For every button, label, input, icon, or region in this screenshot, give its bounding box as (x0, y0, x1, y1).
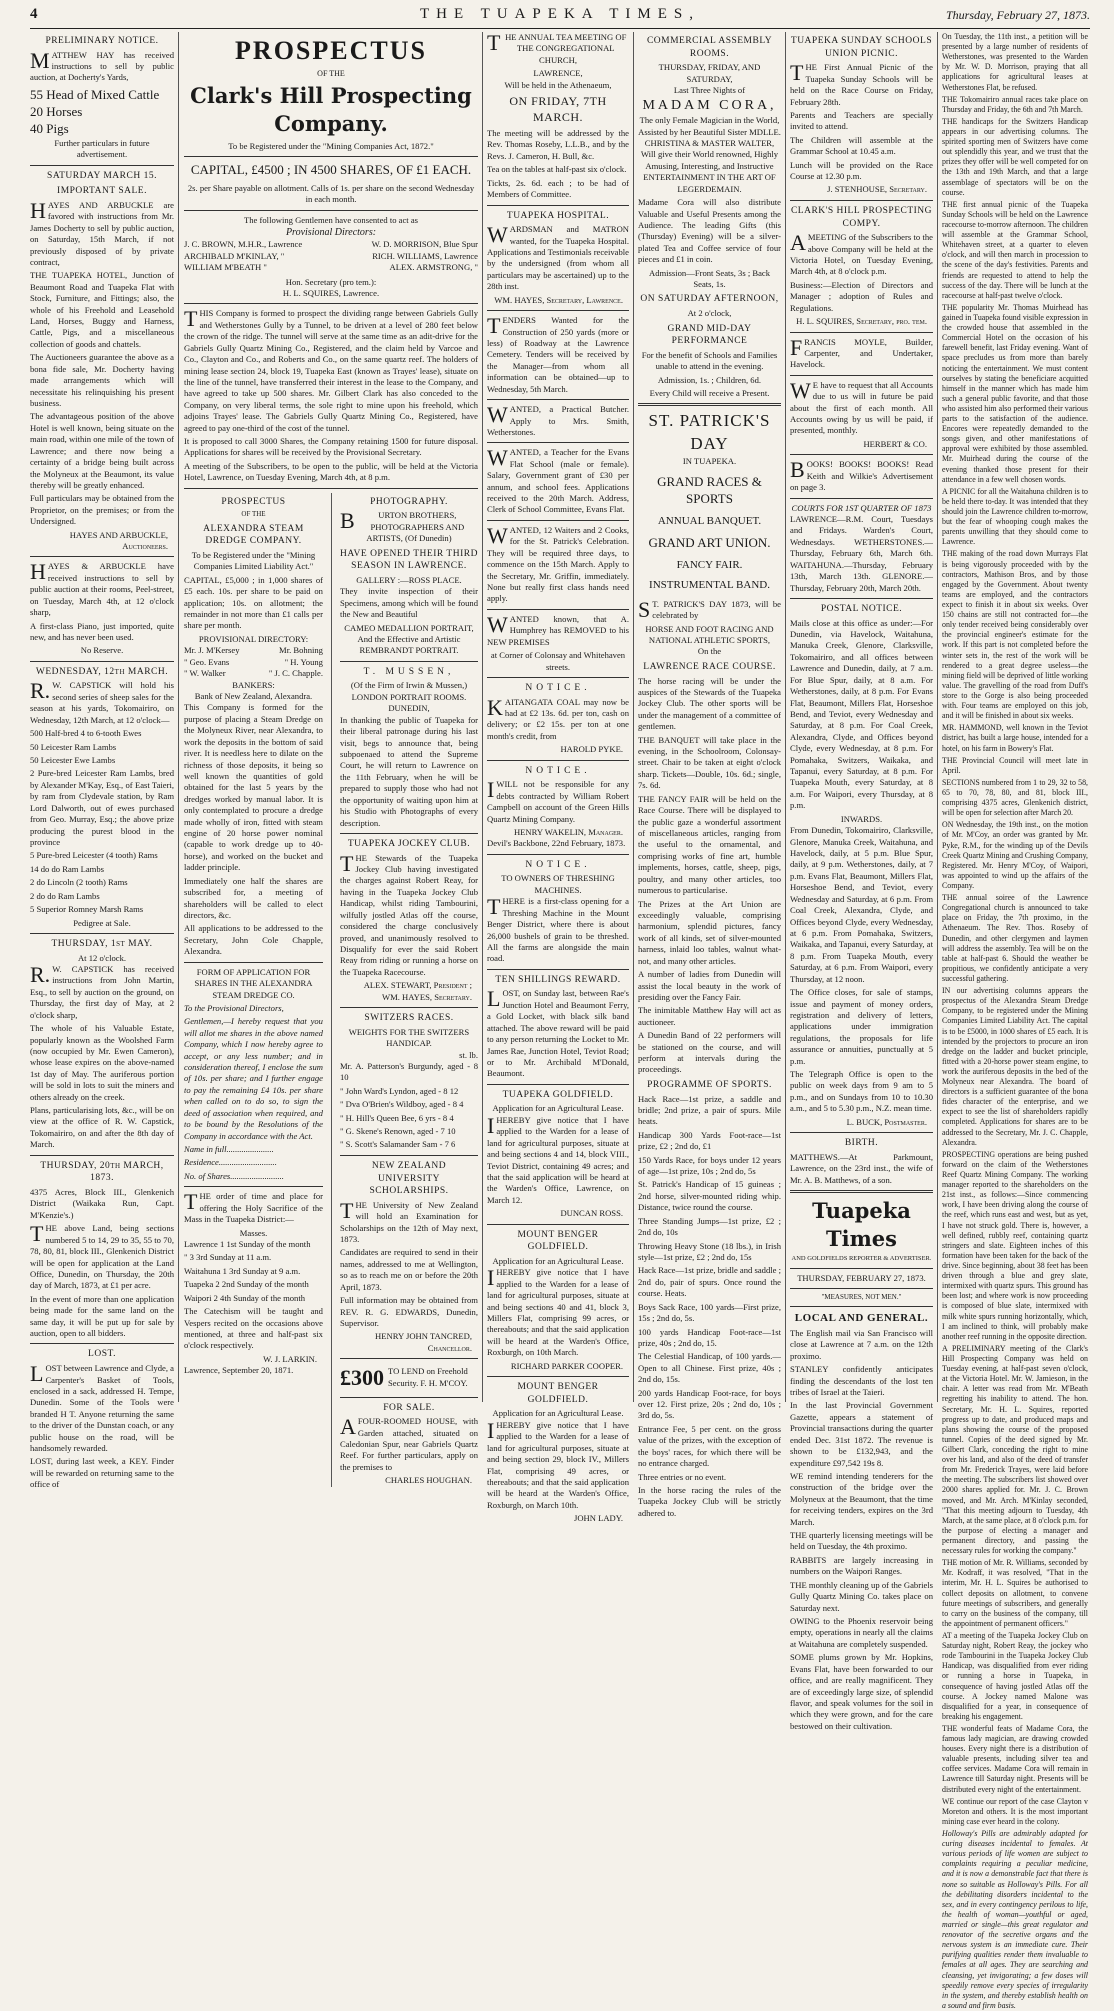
newspaper-title: THE TUAPEKA TIMES, (419, 6, 701, 22)
news-item: On Tuesday, the 11th inst., a petition will be presented by a large number of residents of Wetherstones, was presented to the Warden by Mr. W. D. Morrison, praying that all applications for agricultural leases at Wetherstones Flat, be refused. (942, 32, 1088, 92)
programme-event: 150 Yards Race, for boys under 12 years of age—1st prize, 10s ; 2nd do, 5s (638, 1154, 781, 1177)
weight-line: Mr. A. Patterson's Burgundy, aged - 8 10 (339, 1060, 478, 1083)
signature: WM. HAYES, Secretary, Lawrence. (494, 294, 623, 305)
advert-text: WANTED, a Teacher for the Evans Flat School (male or female). Salary, Government grant of £30 per annum, and school fees. Applications received to the 20th March. Address, Clerk of School Committee, Evans Flat. (487, 445, 629, 515)
heading: HAVE OPENED THEIR THIRD SEASON IN LAWRENCE. (340, 548, 478, 572)
signature: H. L. SQUIRES, Secretary, pro. tem. (796, 316, 927, 327)
signature: HENRY JOHN TANCRED, Chancellor. (375, 1331, 472, 1353)
heading: ALEXANDRA STEAM DREDGE COMPANY. (203, 523, 304, 547)
news-item: A PRELIMINARY meeting of the Clark's Hill Prospecting Company was held on Tuesday evening, at half-past seven o'clock, at the Victoria Hotel. Mr. W. Jamieson, in the chair. A letter was read from Mr. M'Beath regretting his inability to attend. The hon. Secretary, Mr. H. L. Squires, reported progress up to date, and produced maps and plans showing the course of the proposed tunnel. Copies of the deed signed by Mr. Gilbert Clark, conceding the right to mine over his land, and also of the deed of transfer from Mr. Frederick Trayes, were laid before the meeting. The subscribers list showed over 2000 shares applied for. Mr. J. C. Brown moved, and Mr. Arch. M'Kinlay seconded, "That this meeting adjourn to Tuesday, 4th March, at the same place, at 8 o'clock p.m. for the purpose of electing a manager and permanent directory, and passing the necessary rules for working the company." (942, 1343, 1088, 1556)
heading: PHOTOGRAPHY. (370, 496, 448, 507)
advert-text: It is proposed to call 3000 Shares, the Company retaining 1500 for future disposal. Applications for shares will be received by the Provisional Secretary. (184, 436, 478, 458)
heading: TUAPEKA HOSPITAL. (506, 210, 610, 221)
programme-event: Hack Race—1st prize, a saddle and bridle; 2nd prize, a pair of spurs. Mile heats. (638, 1093, 781, 1127)
news-item: THE wonderful feats of Madame Cora, the famous lady magician, are drawing crowded houses. Every night there is a distribution of valuable presents, including silver tea and coffee services. Madame Cora will remain in Lawrence till Saturday night. Presents will be distributed every night of the entertainment. (942, 1723, 1088, 1794)
subheading: Provisional Directors: (285, 227, 377, 239)
news-item: THE motion of Mr. R. Williams, seconded by Mr. Kodraff, it was resolved, "That in the interim, Mr. H. L. Squires be authorised to collect deposits on allotment, to convene future meetings of subscribers, and generally to carry on the business of the company, till the appointment of permanent officers." (942, 1558, 1088, 1628)
advert-text: 2s. per Share payable on allotment. Calls of 1s. per share on the second Wednesday in each month. (187, 182, 475, 205)
advert-text: The only Female Magician in the World, Assisted by her Beautiful Sister MDLLE. CHRISTINA & MASTER WALTER, Will give their World renowned, Highly Amusing, Interesting, and Instructive ENTERTAINMENT IN THE ART OF LEGERDEMAIN. (638, 115, 781, 194)
signature: DUNCAN ROSS. (560, 1208, 623, 1219)
heading: COMMERCIAL ASSEMBLY ROOMS. (646, 36, 773, 59)
news-item: THE first annual picnic of the Tuapeka Sunday Schools will be held on the Lawrence racecourse to-morrow afternoon. The children will assemble at the Grammar School, Whitehaven street, at a quarter to eleven o'clock, and will then march in procession to the scene of the day's festivities. Parents and friends are requested to attend to help the success of the day. There will be lunch at the racecourse at half-past twelve o'clock. (942, 199, 1088, 300)
news-item: THE popularity Mr. Thomas Muirhead has gained in Tuapeka found visible expression in the crowded house that assembled in the Commercial Hotel on the occasion of his farewell benefit, last Friday evening. Want of space precludes us from more than barely noticing the entertainment. We must content ourselves by stating the beneficiare acquitted himself in the manner which has made him such a general public favorite, and that those who assisted him also performed their various parts to the satisfaction of the audience. Encores were repeatedly demanded to the songs given, and other manifestations of approval were exhibited by those assembled. Mr. Muirhead during the course of the evening thanked those present for their attendance in a few well chosen words. (942, 302, 1088, 484)
advert-text: Candidates are required to send in their names, addressed to me at Wellington, so as to reach me on or before the 20th April, 1873. (339, 1247, 478, 1292)
advert-text: THE order of time and place for offering the Holy Sacrifice of the Mass in the Tuapeka District:— (184, 1189, 323, 1225)
lot-line: 5 Superior Romney Marsh Rams (30, 904, 144, 915)
subheading: OF THE (241, 510, 266, 519)
section-heading: LOCAL AND GENERAL. (794, 1312, 929, 1325)
subheading: Application for an Agricultural Lease. (492, 1103, 624, 1114)
advert-text: THE ANNUAL TEA MEETING OF THE CONGREGATIONAL CHURCH, (487, 30, 627, 65)
advert-text: MATTHEWS.—At Parkmount, Lawrence, on the 23rd inst., the wife of Mr. A. B. Matthews, of a son. (790, 1151, 933, 1185)
column-1 (30, 32, 174, 1490)
advert-text: The Catechism will be taught and Vespers recited on the occasions above mentioned, at three and half-past six o'clock respectively. (184, 1306, 323, 1351)
advert-text: A meeting of the Subscribers, to be open to the public, will be held at the Victoria Hotel, Lawrence, on Tuesday Evening, March 4th, at 8 p.m. (184, 460, 478, 483)
news-item: Holloway's Pills are admirably adapted for curing diseases incidental to females. At various periods of life women are subject to complaints requiring a peculiar medicine, and it is now a demonstrable fact that there is none so suitable as Holloway's Pills. For all the debilitating disorders incidental to the sex, and in every contingency perilous to life, the health of woman—youthful or aged, married or single—this great regulator and renovator of the secretive organs and the nervous system is an immediate cure. Their purifying qualities render them invaluable to females at all ages. They are searching and cleansing, yet invigorating; a few doses will speedily remove every species of irregularity in the system, and thereby establish health on a sound and firm basis. (942, 1829, 1088, 2010)
advert-text: To the Provisional Directors, (184, 1002, 284, 1013)
heading: NOTICE. (525, 765, 591, 776)
advert-text: They invite inspection of their Specimens, among which will be found the New and Beautiful (339, 586, 478, 620)
subheading: (Of the Firm of Irwin & Mussen,) (350, 680, 468, 691)
advert-text: Devil's Backbone, 22nd February, 1873. (487, 838, 626, 849)
advert-text: Full information may be obtained from REV. R. G. EDWARDS, Dunedin, Supervisor. (339, 1295, 478, 1328)
column-3 (340, 493, 478, 1487)
event-item: ANNUAL BANQUET. (657, 514, 762, 527)
director: WILLIAM M'BEATH " (184, 262, 267, 273)
column-5 (638, 32, 781, 1518)
director: ALEX. ARMSTRONG, " (389, 262, 478, 273)
news-item: PROSPECTING operations are being pushed forward on the claim of the Wetherstones Reef Quartz Mining Company. The working manager reported to the shareholders on the 21st inst., as follows:—Since commencing work, I have been driving along the course of the reef, which runs east and west, but as yet, I have not struck gold. There is, however, a well defined, rubbly reef, containing quartz stringers and slate. Eighteen inches of this formation have been taken for the back of the drive. Since beginning, about 38 feet has been driven through a blue and grey slate, intermixed with quartz spurs. This ground has been lost; and where work is now proceeding is composed of blue slate, intermixed with milk white spurs running horizontally, which, I am inclined to think, will probably make another reef running in the opposite direction. (942, 1149, 1088, 1341)
news-item: A PICNIC for all the Waitahuna children is to be held there to-day. It was intended that they should join the Lawrence children to-morrow, but the fear of whooping cough makes the parents unwilling that they should come to Lawrence. (942, 486, 1088, 547)
programme-event: Hack Race—1st prize, bridle and saddle ; 2nd do, pair of spurs. Once round the course. Heats. (638, 1265, 781, 1299)
signature: W. J. LARKIN. (263, 1353, 317, 1364)
advert-text: For the benefit of Schools and Families unable to attend in the evening. (641, 349, 778, 372)
subheading: To be Registered under the "Mining Companies Act, 1872." (228, 141, 434, 152)
heading: SATURDAY MARCH 15. (47, 170, 157, 181)
heading: WEDNESDAY, 12th MARCH. (35, 666, 169, 677)
subheading: PROVISIONAL DIRECTORY: (198, 633, 309, 644)
subheading: Hon. Secretary (pro tem.): (285, 276, 377, 287)
advert-text: THE Stewards of the Tuapeka Jockey Club having investigated the charges against Robert Reay, for having in the Tuapeka Jockey Club Handicap, whilst riding Tambourini, wilfully jostled Atlas off the course, considered the charge conclusively proved, and unanimously resolved to Disqualify for ever the said Robert Reay from riding or running a horse on the Tuapeka Racecourse. (339, 850, 478, 977)
advert-text: A Dunedin Band of 22 performers will be stationed on the course, and will perform at intervals during the proceedings. (638, 1030, 781, 1075)
advert-text: Admission, 1s. ; Children, 6d. (657, 374, 762, 385)
news-item: MR. HAMMOND, well known in the Teviot district, has built a large house, intended for a hotel, on his farm in Bowery's Flat. (942, 723, 1088, 753)
advert-text: LOST, during last week, a KEY. Finder will be rewarded on returning same to the office of (30, 1456, 174, 1490)
advert-text: R.W. CAPSTICK will hold his second series of sheep sales for the season at his yards, Tokomairiro, on Wednesday, 12th March, at 12 o'clock— (30, 678, 174, 725)
subheading: THURSDAY, FRIDAY, AND SATURDAY, (658, 62, 761, 84)
advert-text: R.W. CAPSTICK has received instructions from John Martin, Esq., to sell by auction on the ground, on Thursday, the first day of May, at 2 o'clock sharp, (30, 961, 174, 1020)
advert-text: The Telegraph Office is open to the public on week days from 9 am to 5 p.m., and on Sundays from 10 to 10.30 a.m., and 5 to 5.30 p.m., N.Z. mean time. (790, 1069, 933, 1114)
advert-text: WARDSMAN and MATRON wanted, for the Tuapeka Hospital. Applications and Testimonials receivable by the undersigned (from whom all particulars may be ascertained) up to the 28th inst. (487, 222, 629, 292)
performer-name: MADAM CORA, (642, 97, 777, 113)
subheading: HORSE AND FOOT RACING AND NATIONAL ATHLETIC SPORTS, (645, 623, 774, 646)
director: RICH. WILLIAMS, Lawrence (372, 250, 478, 261)
advert-text: The Prizes at the Art Union are exceedingly valuable, comprising harmonium, splendid pictures, fancy work of all kinds, set of silver-mounted harness, inlaid loo tables, walnut what-not, and many other articles. (638, 898, 781, 966)
advert-text: Entrance Fee, 5 per cent. on the gross value of the prizes, with the exception of the boys' races, for which there will be no entrance charged. (638, 1423, 781, 1469)
advert-text: IWILL not be responsible for any debts contracted by William Robert Campbell on account of the Green Hills Quartz Mining Company. (487, 777, 629, 824)
advert-text: Bank of New Zealand, Alexandra. (194, 690, 313, 701)
lot-line: 50 Leicester Ram Lambs (30, 741, 117, 752)
advert-text: From Dunedin, Tokomairiro, Clarksville, Glenore, Manuka Creek, Waitahuna, and Havelock, daily, at 5 p.m. Blue Spur, daily, at 9 p.m. Wetherstones, daily, at 7 p.m. Evans Flat, Beaumont, Millers Flat, Horseshoe Bend, and Teviot, every Wednesday and Saturday, at 6 p.m. From Coal Creek, Alexandra, Clyde, and Offices beyond Clyde, every Wednesday, at 6 p.m. From Pomahaka, Switzers, Waikaka, and Tapanui, every Saturday, at 8 p.m. From Tuapeka Mouth, every Saturday, at 6 p.m. From Waipori, every Thursday, at 12 noon. (790, 825, 933, 984)
column-rule (482, 32, 483, 1402)
heading: LOST. (88, 1349, 116, 1360)
column-rule (937, 32, 938, 1402)
advert-text: All applications to be addressed to the Secretary, John Cole Chapple, Alexandra. (184, 923, 323, 957)
director: " W. Walker (184, 668, 226, 679)
news-item: SOME plums grown by Mr. Hopkins, Evans Flat, have been forwarded to our office, and are really magnificent. They are of exceedingly large size, of splendid flavor, and speak volumes for the soil in which they were grown, and for the care bestowed on their cultivation. (790, 1652, 933, 1731)
subheading: INWARDS. (840, 813, 883, 824)
director: Mr. Bohning (279, 645, 323, 656)
news-item: STANLEY confidently anticipates finding the descendants of the lost ten tribes of Israel at the Taieri. (790, 1364, 933, 1397)
heading: POSTAL NOTICE. (820, 603, 903, 614)
heading: CLARK'S HILL PROSPECTING COMPY. (790, 205, 933, 229)
advert-text: In the horse racing the rules of the Tuapeka Jockey Club will be strictly adhered to. (638, 1485, 781, 1518)
loan-amount: £300 (339, 1365, 384, 1391)
alexandra-prospectus (184, 493, 323, 1487)
advert-text: Pedigree at Sale. (73, 917, 131, 928)
news-item: THE handicaps for the Switzers Handicap appears in our advertising columns. The spirited sporting men of Switzers have come out splendidly this year, and we trust that the prizes they offer will be well competed for on the 13th and 19th March, and that a large assemblage of spectators will be on the course. (942, 116, 1088, 197)
heading: PRELIMINARY NOTICE. (45, 36, 159, 46)
lot-line: 2 Pure-bred Leicester Ram Lambs, bred by Alexander M'Kay, Esq., of East Taieri, by ram from Clydevale station, by Ram Lord Dalworth, out of ewes purchased from Geo. Murray, Esq.; the above prize producing the purest blood in the province (30, 768, 174, 847)
advert-text: ST. PATRICK'S DAY 1873, will be celebrated by (638, 596, 781, 622)
subheading: At 12 o'clock. (77, 952, 127, 963)
lot-line: 2 do Lincoln (2 tooth) Rams (30, 877, 128, 888)
subheading: LAWRENCE, (533, 68, 583, 79)
advert-text: THIS Company is formed to prospect the dividing range between Gabriels Gully and Wetherstones Gully by a Tunnel, to be driven at a level of 280 feet below the crown of the ridge. The tunnel will serve at the same time as an adit-drive for the Gabriels Gully Quartz Mining Co., Registered, and the claim held by Varcoe and Co., Clayton and Co., and Roberts and Co., on the same quartz reef. The holders of mining lease section 24, block 19, Tuapeka East (known as Trayes' lease), situate on the line of the tunnel, have transferred their interest in the lease to the Company, and have agreed to take up 500 shares. Mr. Gilbert Clark has also conceded to the Company, on very liberal terms, the sole right to mine upon his freehold, which adjoins Trayes' lease. The Gabriels Gully Quartz Mining Co., Registered, have agreed to pay one-third of the cost of the tunnel. (184, 306, 478, 433)
advert-text: LOST, on Sunday last, between Rae's Junction Hotel and Beaumont Ferry, a Gold Locket, with black silk band attached. The above reward will be paid to any person returning the Locket to Mr. James Rae, Junction Hotel, Teviot Road; or to Mr. Archibald M'Donald, Beaumont. (487, 986, 629, 1079)
advert-text: Three entries or no event. (638, 1471, 727, 1482)
signature: RICHARD PARKER COOPER. (510, 1360, 623, 1371)
advert-text: The whole of his Valuable Estate, popularly known as the Woolshed Farm (now occupied by Mr. Ewen Cameron), whose lease expires on the above-named 1st day of May. The auriferous portion will be sold in lots to suit the miners and others already on the creek. (30, 1023, 174, 1102)
subheading: AND GOLDFIELDS REPORTER & ADVERTISER. (791, 1254, 932, 1262)
subheading: Will be held in the Athenaeum, (504, 79, 612, 90)
advert-text: LAWRENCE—R.M. Court, Tuesdays and Fridays. Warden's Court, Wednesdays. WETHERSTONES.—Thursday, February 6th, March 6th. WAITAHUNA.—Thursday, February 13th, March 13th. GLENORE.—Thursday, February 20th, March 20th. (790, 514, 933, 593)
advert-text: The Office closes, for sale of stamps, issue and payment of money orders, registration and delivery of letters, applications under immigration regulations, the proposals for life assurance or annuities, punctually at 5 p.m. (790, 987, 933, 1066)
subheading: Application for an Agricultural Lease. (492, 1255, 624, 1266)
advert-text: AFOUR-ROOMED HOUSE, with Garden attached, situated on Caledonian Spur, near Gabriels Quartz Reef. For further particulars, apply on the premises to (339, 1414, 478, 1472)
heading: THURSDAY, 20th MARCH, 1873. (40, 1160, 164, 1184)
company-name: Clark's Hill Prospecting Company. (190, 83, 472, 137)
news-item: OWING to the Phoenix reservoir being empty, operations in nearly all the claims at Waitahuna are completely suspended. (790, 1615, 933, 1649)
news-item: THE Provincial Council will meet late in April. (942, 755, 1088, 775)
subheading: LONDON PORTRAIT ROOMS. DUNEDIN, (351, 691, 467, 714)
advert-text: THE University of New Zealand will hold an Examination for Scholarships on the 12th of May next, 1873. (339, 1197, 478, 1245)
director: " H. Young (284, 656, 323, 667)
mass-line: " 3 3rd Sunday at 11 a.m. (184, 1252, 272, 1263)
advert-text: KAITANGATA COAL may now be had at £2 13s. 6d. per ton, cash on delivery; or £2 15s. per ton at one month's credit, from (487, 694, 629, 741)
subheading: On the (697, 646, 722, 657)
heading: T. MUSSEN, (363, 666, 455, 677)
programme-event: St. Patrick's Handicap of 15 guineas ; 2nd horse, silver-mounted riding whip. Distance, twice round the course. (638, 1179, 781, 1213)
advert-text: TO LEND on Freehold Security. F. H. M'COY. (387, 1366, 468, 1388)
subheading: OF THE (317, 68, 345, 78)
event-title: ST. PATRICK'S DAY (648, 411, 771, 454)
heading: PROGRAMME OF SPORTS. (647, 1079, 772, 1090)
page-number: 4 (30, 6, 38, 22)
mass-line: Waitahuna 1 3rd Sunday at 9 a.m. (184, 1265, 301, 1276)
advert-text: The meeting will be addressed by the Rev. Thomas Roseby, L.L.B., and by the Revs. J. Cameron, H. Bull, &c. (487, 128, 629, 161)
advert-text: LOST between Lawrence and Clyde, a Carpenter's Basket of Tools, enclosed in a sack, addressed H. Tempe, Dunedin. Some of the Tools were branded H T. Anyone returning the same to the driver of the Dunstan coach, or any public house on the road, will be handsomely rewarded. (30, 1361, 174, 1454)
subheading: WEIGHTS FOR THE SWITZERS HANDICAP. (348, 1026, 470, 1049)
heading: SWITZERS RACES. (364, 1013, 454, 1024)
advert-text: Plans, particularising lots, &c., will be on view at the office of R. W. Capstick, Tokomairiro, on and after the 8th day of March. (30, 1105, 174, 1150)
advert-text: MATTHEW HAY has received instructions to sell by public auction, at Docherty's Yards, (30, 47, 174, 83)
advert-text: A first-class Piano, just imported, quite new, and has never been used. (30, 620, 174, 643)
signature: ALEX. STEWART, President ; (363, 980, 472, 991)
unit: st. lb. (459, 1049, 478, 1060)
column-rule (633, 32, 634, 1402)
signature: WM. HAYES, Secretary. (382, 991, 472, 1002)
newspaper-nameplate: Tuapeka Times (812, 1198, 911, 1251)
advert-text: A number of ladies from Dunedin will assist the local beauty in the work of presiding over the Fancy Fair. (638, 969, 781, 1002)
advert-text: Full particulars may be obtained from the Proprietor, on the premises; or from the Undersigned. (30, 493, 174, 527)
advert-text: The Auctioneers guarantee the above as a bona fide sale, Mr. Docherty having made arrangements which will necessitate his relinquishing his present business. (30, 352, 174, 408)
advert-text: THE TUAPEKA HOTEL, Junction of Beaumont Road and Tuapeka Flat with Stock, Furniture, and Fittings; also, the whole of his Freehold and Leasehold Land, Horses, Buggy and Harness, Cattle, Pigs, and a miscellaneous collection of goods and chattels. (30, 270, 174, 349)
programme-event: The Celestial Handicap, of 100 yards.—Open to all Chinese. First prize, 40s ; 2nd do, 15s. (638, 1351, 781, 1385)
advert-text: IHEREBY give notice that I have applied to the Warden for a lease of land for agricultural purposes, situate at and being sections 40 and 41, block 3, Millers Flat, comprising 99 acres, or thereabouts; and that the said application will be heard at the Warden's Office, Roxburgh, on 10th March. (487, 1265, 629, 1358)
weight-line: " H. Hill's Queen Bee, 6 yrs - 8 4 (339, 1112, 454, 1123)
heading: LAWRENCE RACE COURSE. (643, 661, 776, 672)
secretary: H. L. SQUIRES, Lawrence. (282, 288, 380, 298)
advert-text: THE First Annual Picnic of the Tuapeka Sunday Schools will be held on the Race Course on Friday, February 28th. (790, 60, 933, 107)
news-item: SECTIONS numbered from 1 to 29, 32 to 58, 65 to 70, 78, 80, and 81, block III., comprising 4375 acres, Glenkenich district, will be open for selection after March 20. (942, 777, 1088, 818)
subheading: Last Three Nights of (673, 85, 746, 96)
advert-text: The inimitable Matthew Hay will act as auctioneer. (638, 1005, 781, 1027)
mass-line: Tuapeka 2 2nd Sunday of the month (184, 1279, 309, 1290)
advert-text: HAYES AND ARBUCKLE are favored with instructions from Mr. James Docherty to sell by public auction, on Saturday, 15th March, if not previously disposed of by private contract, (30, 197, 174, 267)
advert-text: Gentlemen,—I hereby request that you will allot me shares in the above named Company, which I now hereby agree to accept, or any less number; and in consideration thereof, I enclose the sum of 10s. per share; and I further engage to pay the remaining £4 10s. per share when called on to do so, to sign the deed of association when required, and to be bound by the Resolutions of the Company in accordance with the Act. (184, 1016, 323, 1141)
heading: IMPORTANT SALE. (57, 186, 147, 197)
heading: THURSDAY, 1st MAY. (51, 938, 153, 949)
programme-event: Throwing Heavy Stone (18 lbs.), in Irish style—1st prize, £2 ; 2nd do, 15s (638, 1240, 781, 1262)
advert-text: Parents and Teachers are specially invited to attend. (790, 109, 933, 132)
director: J. C. BROWN, M.H.R., Lawrence (184, 239, 303, 250)
heading: BIRTH. (844, 1138, 879, 1149)
subheading: REMBRANDT PORTRAIT. (359, 645, 459, 656)
heading: NEW ZEALAND UNIVERSITY SCHOLARSHIPS. (369, 1160, 449, 1197)
news-item: ON Wednesday, the 19th inst., on the motion of Mr. M'Coy, an order was granted by Mr. Pyke, R.M., for the winding up of the Devils Creek Quartz Mining and Crushing Company, Registered. Mr. Henry M'Coy, of Waipori, was appointed to wind up the affairs of the Company. (942, 820, 1088, 890)
advert-text: BOOKS! BOOKS! BOOKS! Read Keith and Wilkie's Advertisement on page 3. (790, 457, 933, 493)
lot-line: 20 Horses (30, 104, 83, 120)
director: " J. C. Chapple. (268, 668, 323, 679)
advert-text: at Corner of Colonsay and Whitehaven streets. (490, 650, 626, 672)
heading: NOTICE. (525, 859, 591, 870)
heading: TEN SHILLINGS REWARD. (495, 974, 621, 985)
programme-event: Three Standing Jumps—1st prize, £2 ; 2nd do, 10s (638, 1215, 781, 1238)
column-6 (790, 32, 933, 1731)
lot-line: 50 Leicester Ewe Lambs (30, 755, 116, 766)
lot-line: 500 Half-bred 4 to 6-tooth Ewes (30, 728, 142, 739)
heading: NOTICE. (525, 682, 591, 693)
news-item: WE continue our report of the case Clayton v Moreton and others. It is the most important mining case ever heard in the colony. (942, 1796, 1088, 1826)
column-rule (785, 32, 786, 1402)
heading: PROSPECTUS (221, 496, 286, 507)
news-item: THE Tokomairiro annual races take place on Thursday and Friday, the 6th and 7th March. (942, 94, 1088, 114)
heading: FOR SALE. (383, 1402, 435, 1413)
news-item: RABBITS are largely increasing in numbers on the Waipori Ranges. (790, 1554, 933, 1577)
advert-text: FRANCIS MOYLE, Builder, Carpenter, and Undertaker, Havelock. (790, 334, 933, 370)
subheading: THURSDAY, FEBRUARY 27, 1873. (797, 1272, 926, 1283)
programme-event: 100 yards Handicap Foot-race—1st prize, 40s ; 2nd do, 15. (638, 1326, 781, 1348)
event-item: GRAND ART UNION. (648, 535, 771, 551)
advert-text: Mails close at this office as under:—For Dunedin, via Havelock, Waitahuna, Manuka Creek, Glenore, Clarksville, Tokomairiro, and all offices between Lawrence and Dunedin, daily, at 7 a.m. For Blue Spur, daily, at 8 a.m. For Wetherstones, daily, at 8 p.m. For Evans Flat, Beaumont, Millers Flat, Horseshoe Bend, and Teviot, every Wednesday and Saturday, at 8 p.m. For Coal Creek, Alexandra, Clyde, and Offices beyond Clyde, every Wednesday, at 8 p.m. For Pomahaka, Switzers, Waikaka, and Tapanui, every Saturday, at 8 p.m. For Tuapeka Mouth, every Saturday, at 8 a.m. For Waipori, every Thursday, at 8 p.m. (790, 617, 933, 811)
heading: COURTS FOR 1ST QUARTER OF 1873 (791, 502, 932, 513)
signature: HERBERT & CO. (863, 438, 927, 449)
advert-text: Tea on the tables at half-past six o'clock. (487, 164, 627, 175)
advert-text: CAPITAL, £5,000 ; in 1,000 shares of £5 each. 10s. per share to be paid on application; 10s. on allotment; the remainder in not more than £1 calls per share per month. (184, 574, 323, 631)
advert-text: HAYES & ARBUCKLE have received instructions to sell by public auction at their rooms, Peel-street, on Tuesday, March 4th, at 12 o'clock sharp, (30, 559, 174, 618)
column-2 (184, 32, 478, 1486)
weight-line: " G. Skene's Renown, aged - 7 10 (339, 1126, 456, 1137)
advert-text: Tickts, 2s. 6d. each ; to be had of Members of Committee. (487, 177, 629, 200)
subheading: At 2 o'clock, (687, 308, 732, 319)
advert-text: THE BANQUET will take place in the evening, in the Schoolroom, Colonsay-street. Chair to be taken at eight o'clock sharp. Tickets—Double, 10s. 6d.; single, 7s. 6d. (638, 734, 781, 791)
programme-event: 200 yards Handicap Foot-race, for boys over 12. First prize, 20s ; 2nd do, 10s ; 3rd do, 5s. (638, 1387, 781, 1421)
advert-text: THE above Land, being sections numbered 5 to 14, 29 to 35, 55 to 70, 78, 80, 81, block III., Glenkenich District will be open for application at the Land Office, Dunedin, on Thursday, the 20th day of March, 1873, at £1 per acre. (30, 1221, 174, 1291)
lot-line: 2 do do Ram Lambs (30, 890, 100, 901)
subheading: Masses. (239, 1227, 268, 1238)
advert-text: BURTON BROTHERS, PHOTOGRAPHERS AND ARTISTS, (Of Dunedin) (339, 508, 465, 544)
heading: TUAPEKA JOCKEY CLUB. (347, 838, 471, 849)
advert-text: This Company is formed for the purpose of placing a Steam Dredge on the Molyneux River, near Alexandra, to work the deposits in the bottom of said river. It is needless here to dilate on the richness of those deposits, it being so well known the quantities of gold obtained for the last 5 years by the dredges worked by manual labor. It is only contemplated to procure a dredge made wholly of iron, fitted with steam engine of 20 horse power nominal (capable to work dredge up to 40-horse), and worked on the bucket and ladder principle. (184, 702, 323, 873)
subheading: GALLERY :—ROSS PLACE. (356, 574, 462, 585)
signature: HAYES AND ARBUCKLE, Auctioneers. (69, 529, 168, 552)
news-item: WE remind intending tenderers for the construction of the bridge over the Molyneux at the Beaumont, that the time for receiving tenders, expires on the 3rd March. (790, 1470, 933, 1527)
subheading: CAMEO MEDALLION PORTRAIT, (344, 622, 474, 633)
form-field: No. of Shares......................... (184, 1170, 284, 1181)
masthead (30, 4, 1090, 29)
event-item: INSTRUMENTAL BAND. (649, 579, 770, 592)
advert-text: The Children will assemble at the Grammar School at 10.45 a.m. (790, 134, 933, 157)
event-item: FANCY FAIR. (676, 558, 743, 571)
news-item: THE monthly cleaning up of the Gabriels Gully Quartz Mining Co. takes place on Saturday next. (790, 1579, 933, 1613)
event-item: GRAND RACES & SPORTS (657, 474, 762, 507)
news-item: THE annual soiree of the Lawrence Congregational church is announced to take place on Friday, the 7th proximo, in the Athenaeum. The Rev. Thos. Roseby of Dunedin, and other clergymen and laymen will address the assembly. Tea will be on the table at half-past 6. Should the weather be propitious, we confidently anticipate a very successful gathering. (942, 893, 1088, 983)
advert-text: THERE is a first-class opening for a Threshing Machine in the Mount Benger District, where there is about 26,000 bushels of grain to be threshed. All the farms are alongside the main road. (487, 894, 629, 964)
signature: J. STENHOUSE, Secretary. (827, 184, 927, 195)
weight-line: " Dva O'Brien's Wildboy, aged - 8 4 (339, 1099, 464, 1110)
advert-text: TENDERS Wanted for the Construction of 250 yards (more or less) of Roadway at the Lawrence Cemetery. Tenders will be received by the Manager—from whom all information can be obtained—up to Wednesday, 5th March. (487, 313, 629, 394)
signature: JOHN LADY. (573, 1513, 623, 1524)
advert-text: IHEREBY give notice that I have applied to the Warden for a lease of land for agricultural purposes, situate at and being section 29, block IV., Millers Flat, comprising 49 acres, or thereabouts; and that the said application will be heard at the Warden's Office, Roxburgh, on March 10th. (487, 1417, 629, 1510)
lot-line: 5 Pure-bred Leicester (4 tooth) Rams (30, 850, 158, 861)
advert-text: WE have to request that all Accounts due to us will in future be paid about the first of each month. All Accounts owing by us will be paid, if presented, monthly. (790, 377, 933, 436)
advert-text: Immediately one half the shares are subscribed for, a meeting of shareholders will be called to elect directors, &c. (184, 875, 323, 920)
news-item: In the last Provincial Government Gazette, appears a statement of Provincial transactions during the quarter ended Dec. 31st 1872. The revenue is shown to be £132,943, and the expenditure £97,542 19s 8. (790, 1400, 933, 1468)
advert-text: WANTED, 12 Waiters and 2 Cooks, for the St. Patrick's Celebration. They will be required three days, to commence on the 15th March. Apply to the Secretary, Mr. Griffin, immediately. None but really first class hands need apply. (487, 522, 629, 604)
lot-line: 14 do do Ram Lambs (30, 863, 104, 874)
news-item: THE making of the road down Murrays Flat is being vigorously proceeded with by the contractors, Mathison Bros, and by those engaged by the Government. About twenty teams are employed, and the contractors expect to finish it in about six weeks. Over 150 chains are still not contracted for—the only tender received being considerably over the provincial engineer's estimate for the work. If this part is not completed before the winter sets in, the rest of the work will be rendered to a great degree useless—the mining field will be deprived of little working value. The gravelling of the road from Duff's store to the Gorge is also being proceeded with. Four teams are employed on this job, and it will be finished in about six weeks. (942, 549, 1088, 721)
mass-line: Lawrence 1 1st Sunday of the month (184, 1238, 311, 1249)
lot-line: 55 Head of Mixed Cattle (30, 86, 160, 102)
signature: HENRY WAKELIN, Manager. (513, 826, 623, 837)
weight-line: " S. Scott's Salamander Sam - 7 6 (339, 1139, 456, 1150)
mass-line: Waipori 2 4th Sunday of the month (184, 1292, 306, 1303)
director: " Geo. Evans (184, 656, 230, 667)
column-7 (942, 32, 1088, 2010)
signature: L. BUCK, Postmaster. (846, 1116, 927, 1127)
subheading: BANKERS: (232, 679, 275, 690)
heading: MOUNT BENGER GOLDFIELD. (517, 1229, 599, 1253)
director: W. D. MORRISON, Blue Spur (371, 239, 478, 250)
advert-text: IHEREBY give notice that I have applied to the Warden for a lease of land for agricultural purposes, situate at and being sections 4 and 14, block VIII., Teviot District, containing 49 acres; and that the said application will be heard at the Warden's Office, Lawrence, on March 12. (487, 1112, 629, 1205)
news-item: The English mail via San Francisco will close at Lawrence at 7 a.m. on the 12th proximo. (790, 1327, 933, 1361)
advert-text: The following Gentlemen have consented to act as (244, 214, 418, 225)
advert-text: Business:—Election of Directors and Manager ; adoption of Rules and Regulations. (790, 279, 933, 313)
capital: CAPITAL, £4500 ; IN 4500 SHARES, OF £1 EACH. (190, 162, 472, 178)
subheading: FORM OF APPLICATION FOR SHARES IN THE ALEXANDRA STEAM DREDGE CO. (194, 966, 313, 1000)
issue-date: Thursday, February 27, 1873. (946, 8, 1090, 22)
advert-text: Lunch will be provided on the Race Course at 12.30 p.m. (790, 159, 933, 182)
advert-text: 4375 Acres, Block III., Glenkenich District (Waikaka Run, Capt. M'Kenzie's.) (30, 1186, 174, 1220)
heading: ON SATURDAY AFTERNOON, (640, 294, 779, 305)
news-item: AT a meeting of the Tuapeka Jockey Club on Saturday night, Robert Reay, the jockey who rode Tambourini in the Tuapeka Jockey Club Handicap, was disqualified from ever riding or running a horse in Tuapeka, in consequence of having jostled Atlas off the course. A Jockey named Malone was disqualified for a year, in consequence of breaking his engagement. (942, 1630, 1088, 1721)
programme-event: Handicap 300 Yards Foot-race—1st prize, £2 ; 2nd do, £1 (638, 1129, 781, 1152)
news-item: THE quarterly licensing meetings will be held on Tuesday, the 4th proximo. (790, 1530, 933, 1552)
advert-text: Madame Cora will also distribute Valuable and Useful Presents among the Audience. The leading Gifts (this (Thursday) Evening) will be a silver-plated Tea and Coffee service of four pieces and £1 in coin. (638, 197, 781, 265)
subheading: IN TUAPEKA. (682, 455, 737, 466)
advert-text: Lawrence, September 20, 1871. (184, 1365, 294, 1376)
advert-text: The advantageous position of the above Hotel is well known, being situate on the main road, within one mile of the town of Lawrence; and there now being a certainty of a bridge being built across the Molyneux at the Beaumont, its value thereby will be greatly enhanced. (30, 411, 174, 490)
advert-text: The horse racing will be under the auspices of the Stewards of the Tuapeka Jockey Club. The other sports will be under the management of a committee of gentlemen. (638, 675, 781, 732)
advert-text: In thanking the public of Tuapeka for their liberal patronage during his last visit, begs to announce that, being subpoenaed to attend the Supreme Court, he will return to Lawrence on the 11th February, when he will be prepared to supply those who had not the opportunity of waiting upon him at his Studio with Photographs of every description. (339, 714, 478, 828)
heading: TUAPEKA GOLDFIELD. (502, 1089, 614, 1100)
heading: TUAPEKA SUNDAY SCHOOLS UNION PICNIC. (790, 36, 933, 59)
director: Mr. J. M'Kersey (184, 645, 240, 656)
weight-line: " John Ward's Lyndon, aged - 8 12 (339, 1085, 459, 1096)
heading: MOUNT BENGER GOLDFIELD. (517, 1382, 599, 1405)
programme-event: Boys Sack Race, 100 yards—First prize, 15s ; 2nd do, 5s. (638, 1301, 781, 1324)
form-field: Name in full...................... (184, 1144, 274, 1155)
advert-text: Admission—Front Seats, 3s ; Back Seats, 1s. (648, 267, 771, 290)
advert-text: THE FANCY FAIR will be held on the Race Course. There will be displayed to the public gaze a wonderful assortment of miscellaneous articles, ranging from the useful to the ornamental, and comprising works of fine art, humble implements, horses, cattle, sheep, pigs, poultry, and many other articles, too numerous to particularise. (638, 793, 781, 896)
prospectus-title: PROSPECTUS (235, 36, 427, 65)
heading: GRAND MID-DAY PERFORMANCE (667, 323, 752, 347)
form-field: Residence........................... (184, 1157, 277, 1168)
advert-text: Every Child will receive a Present. (649, 388, 770, 399)
advert-text: WANTED, a Practical Butcher. Apply to Mrs. Smith, Wetherstones. (487, 402, 629, 437)
director: ARCHIBALD M'KINLAY, " (184, 250, 285, 261)
news-item: IN our advertising columns appears the prospectus of the Alexandra Steam Dredge Company, to be registered under the Mining Companies Limited Liability Act. The capital is to be £5000, in 1000 shares of £5 each. It is intended by the projectors to procure an iron dredge on the ladder and bucket principle, fitted with a 20-horse power steam engine, to work the auriferous deposits in the bed of the Molyneux near Alexandra. The board of directors is a sufficient guarantee of the bona fides character of the enterprise, and we expect to see the list of shareholders rapidly completed. Applications for shares are to be addressed to the Secretary, Mr. J. C. Chapple, Alexandra. (942, 986, 1088, 1147)
column-rule (178, 32, 179, 1402)
motto: "MEASURES, NOT MEN." (821, 1292, 902, 1301)
advert-text: AMEETING of the Subscribers to the above Company will be held at the Victoria Hotel, on Tuesday Evening, March 4th, at 8 o'clock p.m. (790, 230, 933, 277)
advert-text: No Reserve. (80, 645, 124, 656)
heading: ON FRIDAY, 7TH MARCH. (509, 94, 607, 125)
advert-text: In the event of more than one application being made for the same land on the same day, it will be put up for sale by auction, open to all bidders. (30, 1293, 174, 1339)
signature: HAROLD PYKE. (560, 744, 623, 755)
subheading: Application for an Agricultural Lease. (492, 1408, 624, 1419)
column-4 (487, 30, 629, 1524)
subheading: TO OWNERS OF THRESHING MACHINES. (501, 873, 615, 895)
advert-text: To be Registered under the "Mining Companies Limited Liability Act." (191, 549, 316, 572)
subheading: And the Effective and Artistic (357, 634, 461, 644)
lot-line: 40 Pigs (30, 121, 69, 137)
signature: CHARLES HOUGHAN. (385, 1475, 472, 1486)
advert-text: Further particulars in future advertisement. (54, 137, 150, 160)
advert-text: WANTED known, that A. Humphrey has REMOVED to his NEW PREMISES (487, 611, 629, 647)
